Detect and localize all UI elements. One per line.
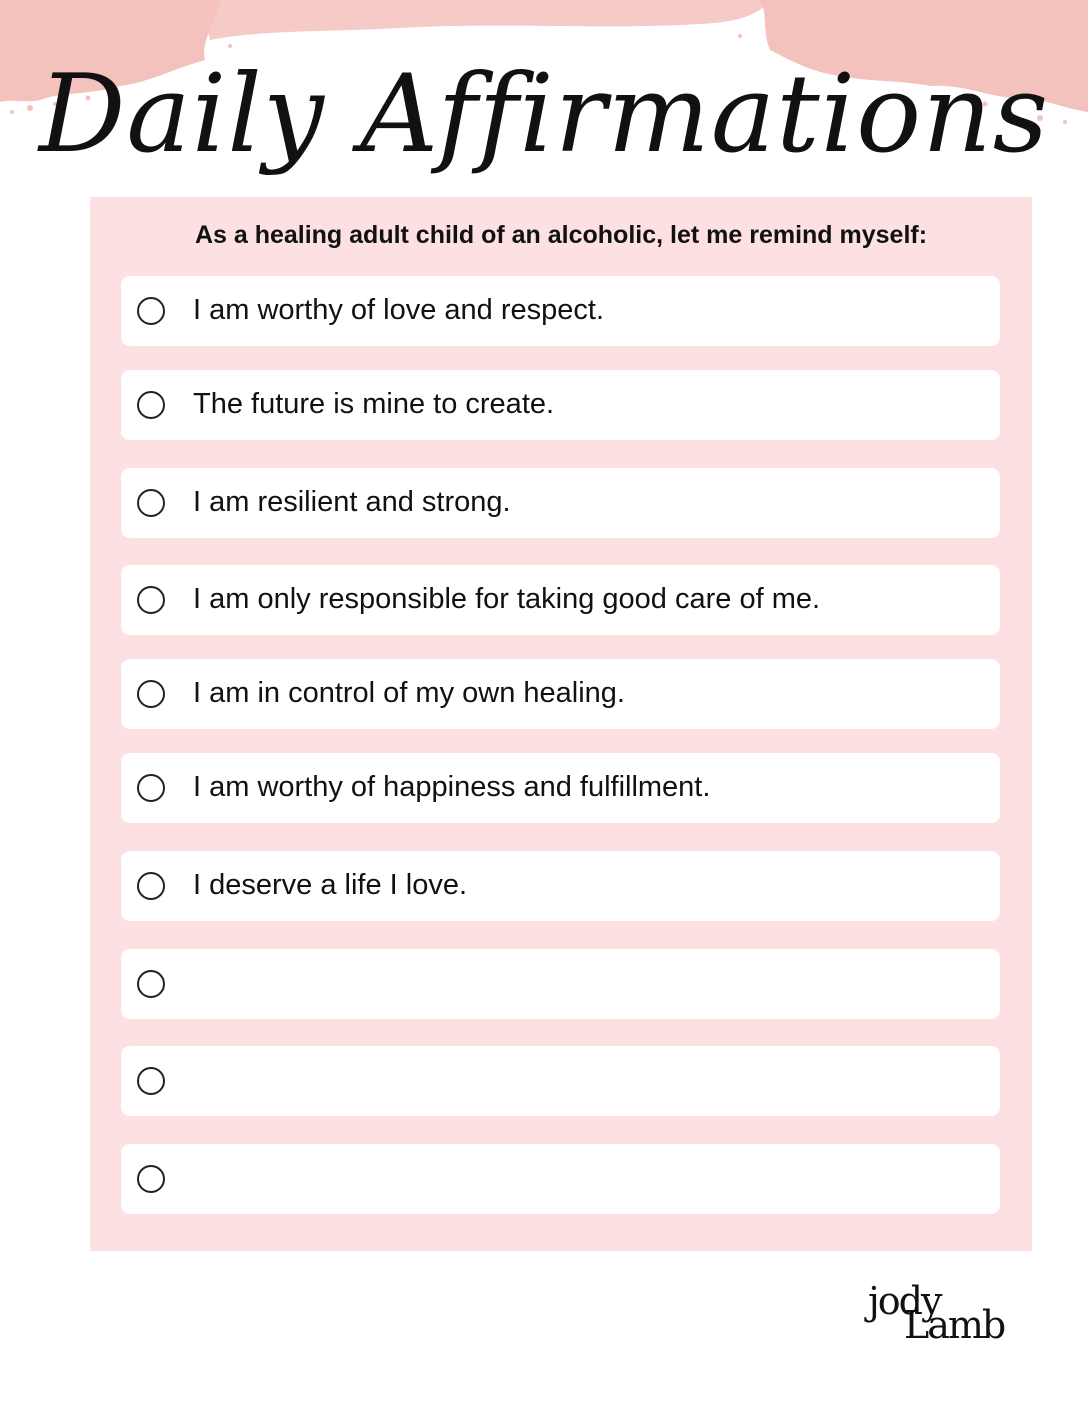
affirmation-item[interactable] — [121, 659, 1000, 729]
affirmation-item[interactable] — [121, 276, 1000, 346]
affirmation-item[interactable] — [121, 851, 1000, 921]
logo-text-line1: jody — [868, 1279, 941, 1323]
page-title: Daily Affirmations — [38, 52, 1050, 177]
affirmation-item[interactable] — [121, 753, 1000, 823]
affirmation-item[interactable] — [121, 565, 1000, 635]
affirmation-text: I am in control of my own healing. — [193, 677, 625, 709]
radio-circle-icon[interactable] — [137, 680, 165, 708]
affirmation-text: I am only responsible for taking good care of me. — [193, 583, 821, 615]
affirmation-item[interactable] — [121, 370, 1000, 440]
logo-text-line2: Lamb — [904, 1303, 1005, 1347]
affirmation-text: I am resilient and strong. — [193, 486, 511, 518]
radio-circle-icon[interactable] — [137, 1165, 165, 1193]
affirmation-text: I deserve a life I love. — [193, 869, 468, 901]
brand-logo — [868, 1279, 1008, 1347]
radio-circle-icon[interactable] — [137, 872, 165, 900]
affirmation-text: The future is mine to create. — [193, 388, 555, 420]
affirmation-item[interactable] — [121, 468, 1000, 538]
radio-circle-icon[interactable] — [137, 391, 165, 419]
intro-text: As a healing adult child of an alcoholic, let me remind myself: — [194, 221, 928, 249]
affirmation-text: I am worthy of happiness and fulfillment. — [193, 771, 711, 803]
affirmation-text: I am worthy of love and respect. — [193, 294, 605, 326]
affirmations-panel — [90, 197, 1032, 1251]
affirmation-item-blank[interactable] — [121, 949, 1000, 1019]
radio-circle-icon[interactable] — [137, 1067, 165, 1095]
radio-circle-icon[interactable] — [137, 970, 165, 998]
radio-circle-icon[interactable] — [137, 586, 165, 614]
radio-circle-icon[interactable] — [137, 297, 165, 325]
affirmation-item-blank[interactable] — [121, 1046, 1000, 1116]
radio-circle-icon[interactable] — [137, 489, 165, 517]
radio-circle-icon[interactable] — [137, 774, 165, 802]
affirmation-item-blank[interactable] — [121, 1144, 1000, 1214]
